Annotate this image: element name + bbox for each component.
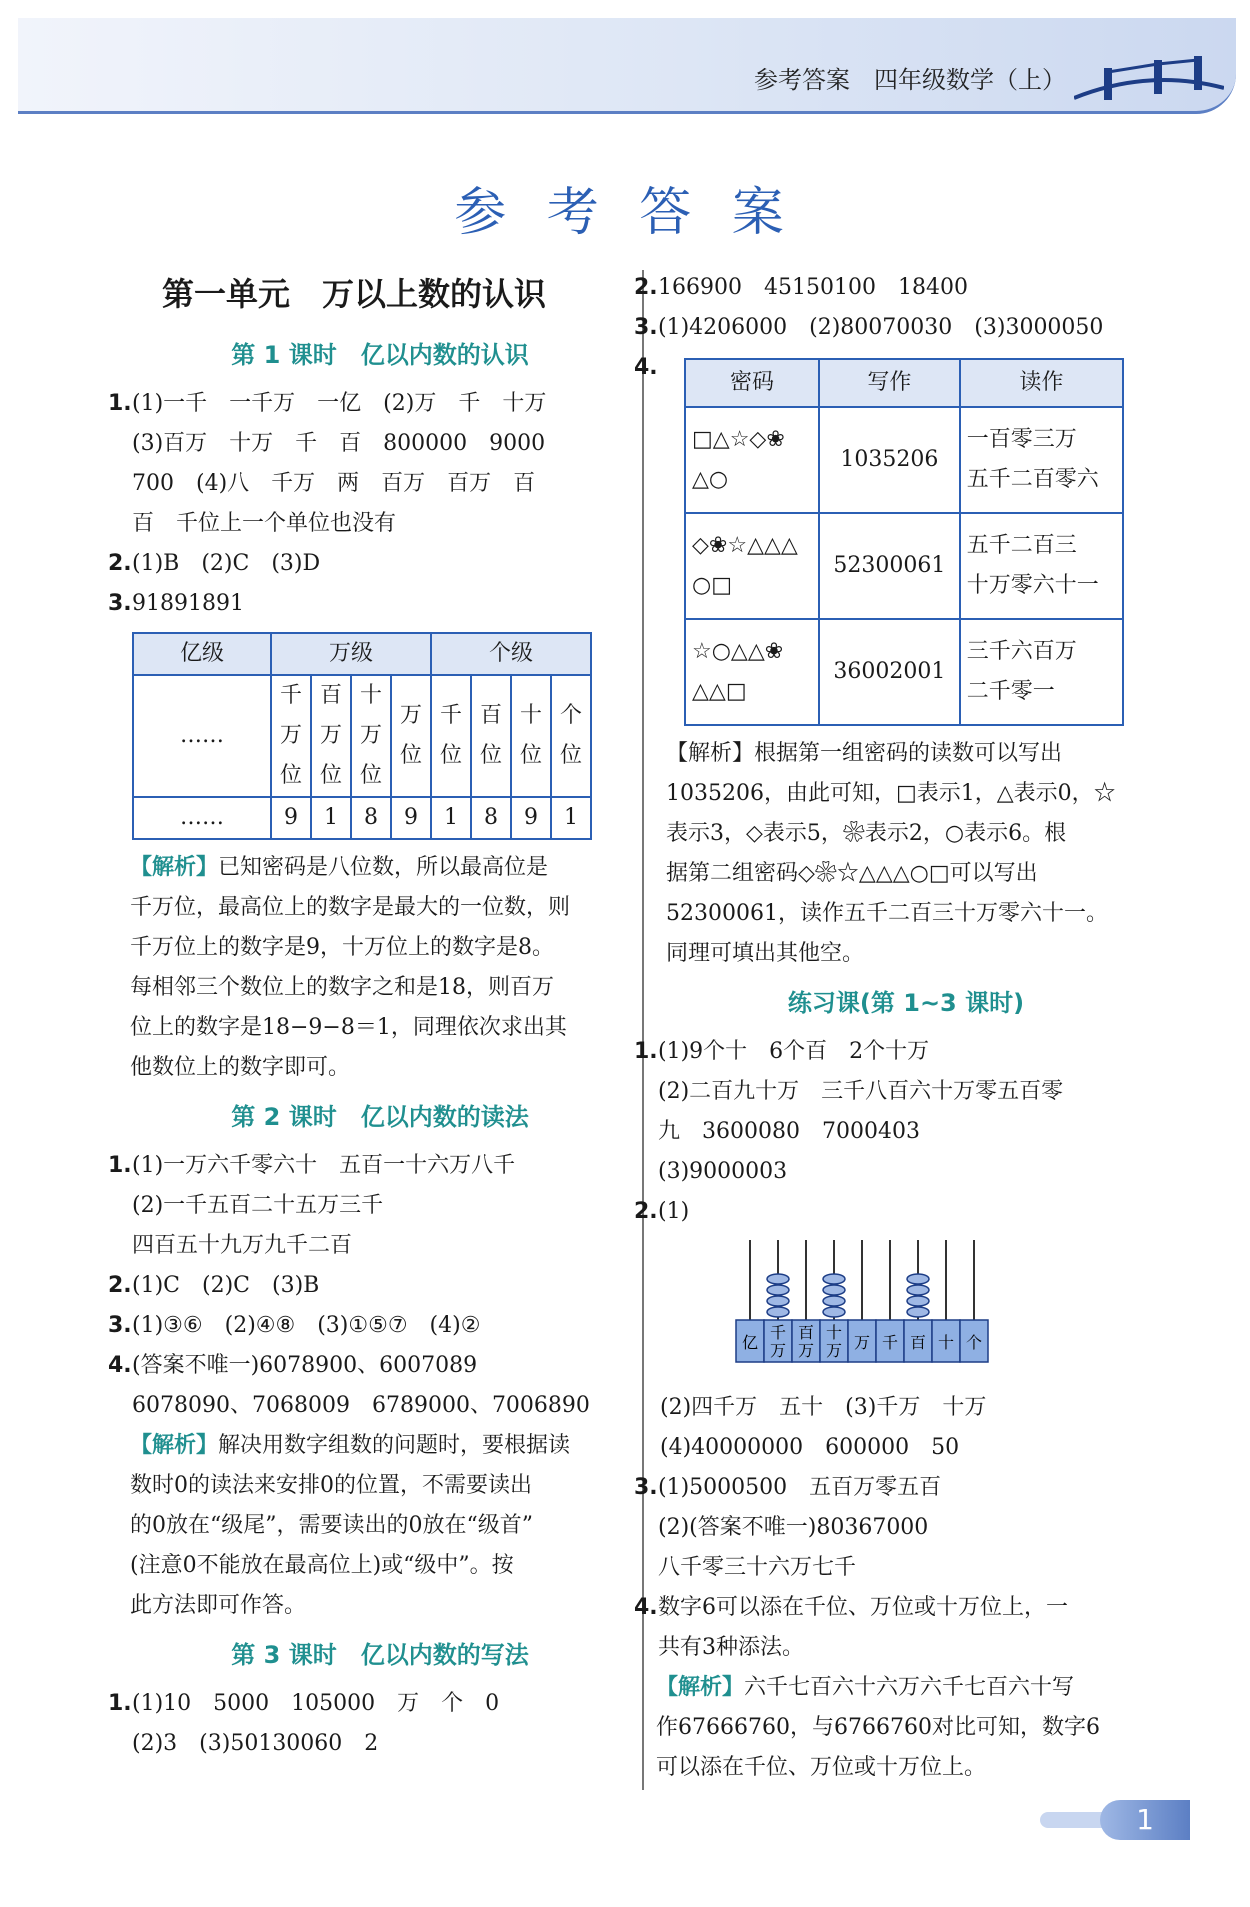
page-header <box>18 18 1236 114</box>
question-3 <box>108 1306 630 1346</box>
read-line: 一百零三万 <box>966 427 1077 452</box>
lesson-2-title: 第 2 课时 亿以内数的读法 <box>231 1103 529 1131</box>
abacus-diagram <box>726 1236 1006 1366</box>
analysis-1 <box>130 848 630 1088</box>
analysis-line: 52300061，读作五千二百三十万零六十一。 <box>666 901 1108 926</box>
answer-line: 九 3600080 7000403 <box>658 1119 920 1144</box>
abacus-label: 十 <box>825 1323 843 1342</box>
abacus-label: 万 <box>825 1341 843 1360</box>
answer-line: (2)四千万 五十 (3)千万 十万 <box>660 1395 987 1420</box>
lesson-3-title: 第 3 课时 亿以内数的写法 <box>231 1641 529 1669</box>
question-1 <box>108 1146 630 1266</box>
answer-line: 数字6可以添在千位、万位或十万位上，一 <box>658 1595 1068 1620</box>
table-cell: 个位 <box>551 675 591 797</box>
table-cell: 8 <box>351 797 391 839</box>
answer-line: (2)3 (3)50130060 2 <box>132 1731 379 1756</box>
analysis-4 <box>656 1668 1156 1788</box>
abacus-bead <box>907 1307 929 1317</box>
analysis-2 <box>130 1426 630 1626</box>
question-number: 2. <box>634 275 658 300</box>
question-number: 1. <box>108 391 132 416</box>
practice-lesson-title: 练习课(第 1~3 课时) <box>787 989 1025 1017</box>
answer-line: 百 千位上一个单位也没有 <box>132 511 397 536</box>
table-cell: 1 <box>551 797 591 839</box>
analysis-line: 作67666760，与6766760对比可知，数字6 <box>656 1715 1100 1740</box>
code-line: ◇❀☆△△△ <box>692 533 798 558</box>
analysis-line: 数时0的读法来安排0的位置，不需要读出 <box>130 1473 532 1498</box>
question-2 <box>108 1266 630 1306</box>
read-line: 五千二百三 <box>966 533 1077 558</box>
question-number: 2. <box>108 551 132 576</box>
answer-line: (1)③⑥ (2)④⑧ (3)①⑤⑦ (4)② <box>132 1313 481 1338</box>
question-number: 1. <box>108 1691 132 1716</box>
abacus-label: 万 <box>853 1333 871 1352</box>
abacus-label: 千 <box>769 1323 787 1342</box>
code-table <box>684 358 1124 726</box>
table-cell: 9 <box>271 797 311 839</box>
table-cell: 1 <box>431 797 471 839</box>
analysis-line: 千万位，最高位上的数字是最大的一位数，则 <box>130 895 571 920</box>
abacus-bead <box>823 1285 845 1295</box>
question-number: 1. <box>108 1153 132 1178</box>
abacus-label: 百 <box>797 1323 815 1342</box>
answer-line: (3)百万 十万 千 百 800000 9000 <box>132 431 546 456</box>
question-1 <box>634 1032 1156 1192</box>
abacus-label: 十 <box>937 1333 955 1352</box>
abacus-bead <box>767 1307 789 1317</box>
table-cell: …… <box>133 675 271 797</box>
table-cell: 9 <box>391 797 431 839</box>
abacus-label: 亿 <box>741 1333 759 1352</box>
analysis-line: 千万位上的数字是9，十万位上的数字是8。 <box>130 935 554 960</box>
table-cell <box>685 407 819 513</box>
table-cell <box>960 407 1123 513</box>
table-header: 读作 <box>960 359 1123 407</box>
abacus-bead <box>823 1274 845 1284</box>
abacus-bead <box>823 1296 845 1306</box>
answer-line: (1)4206000 (2)80070030 (3)3000050 <box>658 315 1104 340</box>
table-header: 个级 <box>431 633 591 675</box>
analysis-line: 同理可填出其他空。 <box>666 941 865 966</box>
answer-line: (1)C (2)C (3)B <box>132 1273 320 1298</box>
answer-line: (1)一万六千零六十 五百一十六万八千 <box>132 1153 516 1178</box>
question-number: 4. <box>634 1595 658 1620</box>
abacus-bead <box>767 1296 789 1306</box>
answer-line: (1) <box>658 1199 690 1224</box>
answer-line: (1)9个十 6个百 2个十万 <box>658 1039 930 1064</box>
code-line: □△☆◇❀ <box>692 427 785 452</box>
table-cell <box>960 619 1123 725</box>
answer-line: 91891891 <box>132 591 244 616</box>
analysis-line: 【解析】根据第一组密码的读数可以写出 <box>666 741 1063 766</box>
unit-title: 第一单元 万以上数的认识 <box>162 275 547 313</box>
analysis-line: 解决用数字组数的问题时，要根据读 <box>218 1433 571 1458</box>
analysis-line: 每相邻三个数位上的数字之和是18，则百万 <box>130 975 554 1000</box>
table-cell: 9 <box>511 797 551 839</box>
question-1 <box>108 1684 630 1764</box>
code-line: ○□ <box>692 573 732 598</box>
abacus-label: 万 <box>797 1341 815 1360</box>
answer-line: (2)一千五百二十五万三千 <box>132 1193 384 1218</box>
answer-line: (2)二百九十万 三千八百六十万零五百零 <box>658 1079 1064 1104</box>
page-title: 参 考 答 案 <box>454 183 796 243</box>
question-1 <box>108 384 630 544</box>
analysis-line: 位上的数字是18−9−8＝1，同理依次求出其 <box>130 1015 567 1040</box>
analysis-label: 【解析】 <box>130 855 219 880</box>
table-cell: 36002001 <box>819 619 960 725</box>
analysis-label: 【解析】 <box>130 1433 219 1458</box>
analysis-3 <box>666 734 1156 974</box>
table-row <box>685 407 1123 513</box>
answer-line: 700 (4)八 千万 两 百万 百万 百 <box>132 471 536 496</box>
table-cell: 百位 <box>471 675 511 797</box>
question-number: 4. <box>108 1353 132 1378</box>
answer-line: (1)一千 一千万 一亿 (2)万 千 十万 <box>132 391 547 416</box>
question-number: 4. <box>634 355 658 380</box>
right-column <box>634 268 1156 1788</box>
analysis-line: 此方法即可作答。 <box>130 1593 307 1618</box>
analysis-line: 已知密码是八位数，所以最高位是 <box>218 855 549 880</box>
bridge-decoration-icon <box>1074 48 1224 108</box>
table-cell: 万位 <box>391 675 431 797</box>
question-3 <box>634 308 1156 348</box>
table-header: 亿级 <box>133 633 271 675</box>
abacus-bead <box>767 1285 789 1295</box>
read-line: 三千六百万 <box>966 639 1077 664</box>
answer-line: 八千零三十六万七千 <box>658 1555 857 1580</box>
table-cell: 千位 <box>431 675 471 797</box>
abacus-bead <box>907 1274 929 1284</box>
table-cell: 1035206 <box>819 407 960 513</box>
read-line: 十万零六十一 <box>966 573 1099 598</box>
left-column <box>108 268 630 1764</box>
table-cell: 52300061 <box>819 513 960 619</box>
code-line: △△□ <box>692 679 747 704</box>
question-3 <box>634 1468 1156 1588</box>
question-4 <box>634 1588 1156 1668</box>
question-2-rest <box>656 1388 1156 1468</box>
table-cell: 十万位 <box>351 675 391 797</box>
analysis-line: 1035206，由此可知，□表示1，△表示0，☆ <box>666 781 1116 806</box>
table-cell: 1 <box>311 797 351 839</box>
answer-line: (3)9000003 <box>658 1159 788 1184</box>
analysis-line: (注意0不能放在最高位上)或“级中”。按 <box>130 1553 514 1578</box>
question-number: 2. <box>108 1273 132 1298</box>
question-2 <box>634 1192 1156 1232</box>
answer-line: 四百五十九万九千二百 <box>132 1233 353 1258</box>
answer-line: (1)5000500 五百万零五百 <box>658 1475 942 1500</box>
table-cell <box>960 513 1123 619</box>
table-cell <box>685 619 819 725</box>
question-number: 3. <box>634 1475 658 1500</box>
analysis-line: 他数位上的数字即可。 <box>130 1055 351 1080</box>
table-cell: 百万位 <box>311 675 351 797</box>
analysis-line: 表示3，◇表示5，❀表示2，○表示6。根 <box>666 821 1067 846</box>
abacus-label: 个 <box>965 1333 983 1352</box>
question-number: 3. <box>634 315 658 340</box>
table-cell <box>685 513 819 619</box>
read-line: 五千二百零六 <box>966 467 1099 492</box>
table-header: 写作 <box>819 359 960 407</box>
table-cell: 十位 <box>511 675 551 797</box>
answer-line: 共有3种添法。 <box>658 1635 804 1660</box>
analysis-line: 可以添在千位、万位或十万位上。 <box>656 1755 987 1780</box>
question-2 <box>634 268 1156 308</box>
table-row <box>685 513 1123 619</box>
question-2 <box>108 544 630 584</box>
table-cell: 千万位 <box>271 675 311 797</box>
answer-line: (4)40000000 600000 50 <box>660 1435 960 1460</box>
question-4 <box>108 1346 630 1426</box>
code-line: ☆○△△❀ <box>692 639 784 664</box>
question-number: 3. <box>108 1313 132 1338</box>
table-header: 万级 <box>271 633 431 675</box>
abacus-bead <box>767 1274 789 1284</box>
code-line: △○ <box>692 467 729 492</box>
abacus-bead <box>823 1307 845 1317</box>
abacus-bead <box>907 1285 929 1295</box>
table-row <box>685 619 1123 725</box>
read-line: 二千零一 <box>966 679 1055 704</box>
answer-line: 166900 45150100 18400 <box>658 275 968 300</box>
table-cell: …… <box>133 797 271 839</box>
question-number: 2. <box>634 1199 658 1224</box>
answer-line: (答案不唯一)6078900、6007089 <box>132 1353 478 1378</box>
question-number: 3. <box>108 591 132 616</box>
abacus-label: 千 <box>881 1333 899 1352</box>
page-number: 1 <box>1100 1800 1190 1840</box>
answer-line: (1)10 5000 105000 万 个 0 <box>132 1691 500 1716</box>
table-header: 密码 <box>685 359 819 407</box>
analysis-line: 的0放在“级尾”，需要读出的0放在“级首” <box>130 1513 533 1538</box>
question-3 <box>108 584 630 624</box>
answer-line: 6078090、7068009 6789000、7006890 <box>132 1393 590 1418</box>
table-cell: 8 <box>471 797 511 839</box>
abacus-bead <box>907 1296 929 1306</box>
question-number: 1. <box>634 1039 658 1064</box>
answer-line: (2)(答案不唯一)80367000 <box>658 1515 929 1540</box>
abacus-label: 百 <box>909 1333 927 1352</box>
answer-line: (1)B (2)C (3)D <box>132 551 321 576</box>
analysis-label: 【解析】 <box>656 1675 745 1700</box>
abacus-label: 万 <box>769 1341 787 1360</box>
place-value-table <box>132 632 592 840</box>
lesson-1-title: 第 1 课时 亿以内数的认识 <box>231 341 529 369</box>
analysis-line: 据第二组密码◇❀☆△△△○□可以写出 <box>666 861 1038 886</box>
header-text: 参考答案 四年级数学（上） <box>754 66 1066 94</box>
analysis-line: 六千七百六十六万六千七百六十写 <box>744 1675 1075 1700</box>
